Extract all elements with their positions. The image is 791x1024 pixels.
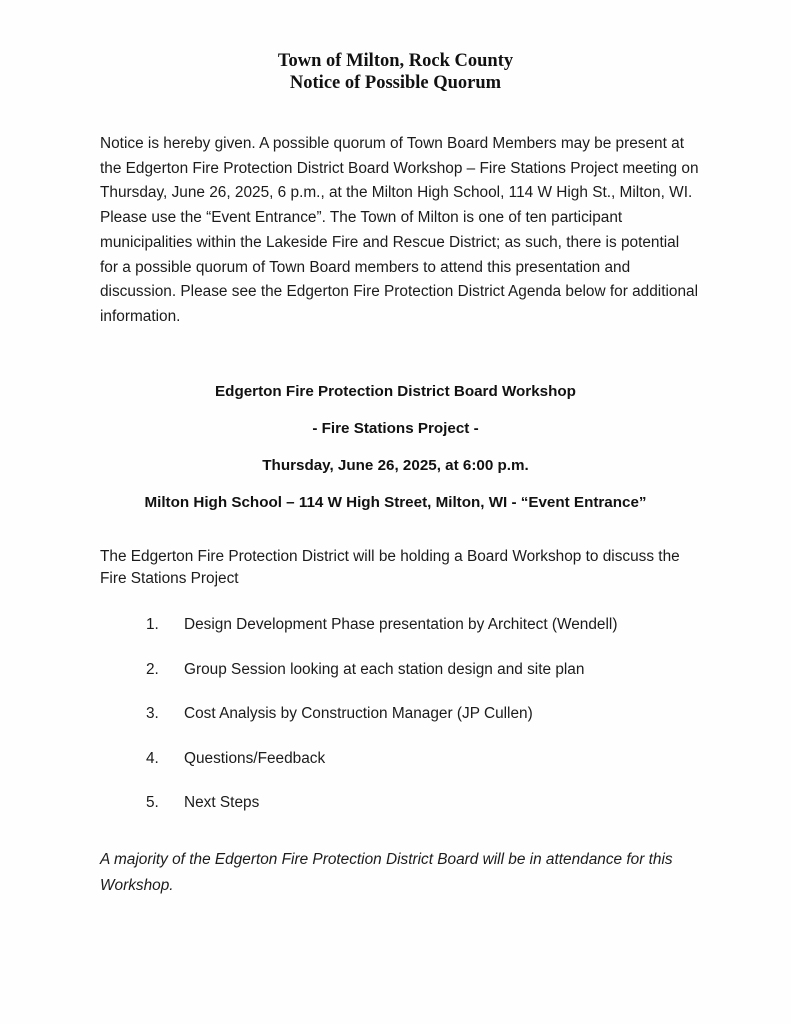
agenda-datetime: Thursday, June 26, 2025, at 6:00 p.m. [262,457,529,474]
agenda-title: Edgerton Fire Protection District Board Workshop [215,383,576,400]
list-item-text: Cost Analysis by Construction Manager (JP Cullen) [184,705,533,722]
list-item-number: 3. [146,705,159,722]
list-item [146,746,726,791]
list-item-number: 4. [146,749,159,767]
list-item-text: Group Session looking at each station design and site plan [184,660,585,678]
list-item-number: 1. [146,616,159,633]
agenda-location: Milton High School – 114 W High Street, Milton, WI - “Event Entrance” [144,494,647,511]
agenda-subtitle: - Fire Stations Project - [312,420,479,437]
closing-statement: A majority of the Edgerton Fire Protection District Board will be in attendance for this Workshop. [100,851,673,894]
list-item [146,701,726,746]
list-item-number: 2. [146,660,159,678]
list-item-text: Next Steps [184,794,260,811]
list-item-number: 5. [146,794,159,811]
list-item-text: Questions/Feedback [184,749,326,767]
list-item-text: Design Development Phase presentation by Architect (Wendell) [184,616,618,633]
list-item [146,790,726,835]
header-notice-title: Notice of Possible Quorum [289,73,502,93]
list-item [146,657,726,702]
agenda-list [146,612,726,835]
header-town-title: Town of Milton, Rock County [277,51,514,71]
notice-paragraph: Notice is hereby given. A possible quorum of Town Board Members may be present at the Edgerton Fire Protection District Board Workshop – Fire Stations Project meeting on Thursday, June 26, 2025, 6 p.m., at the Milton High School, 114 W High St., Milton, WI. Please use the “Event Entrance”. The Town of Milton is one of ten participant municipalities within the Lakeside Fire and Rescue District; as such, there is potential for a possible quorum of Town Board members to attend this presentation and discussion. Please see the Edgerton Fire Protection District Agenda below for additional information. [100,135,699,325]
agenda-heading [0,378,791,526]
document-header [0,50,791,94]
agenda-intro: The Edgerton Fire Protection District will be holding a Board Workshop to discuss the Fire Stations Project [100,548,680,587]
list-item [146,612,726,657]
